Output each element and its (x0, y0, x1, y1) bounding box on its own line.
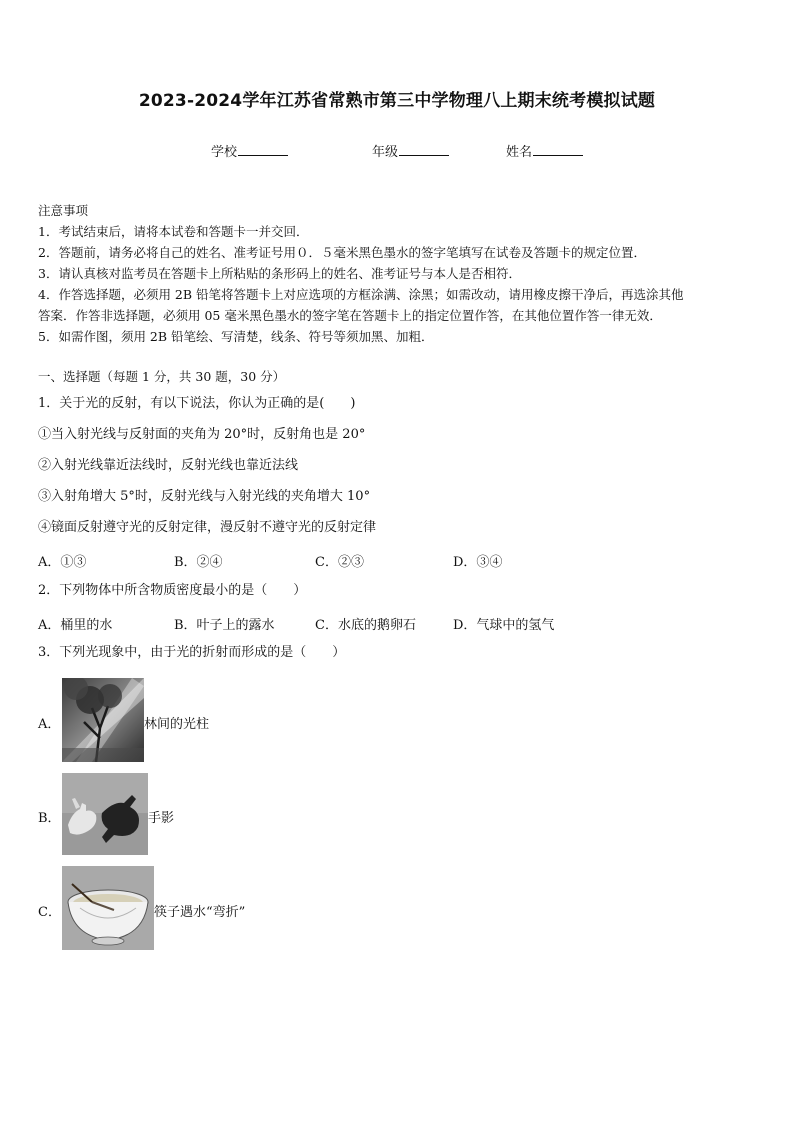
option-caption: 手影 (148, 811, 175, 826)
notice-item: 答案．作答非选择题，必须用 05 毫米黑色墨水的签字笔在答题卡上的指定位置作答，在其他位置作答一律无效． (38, 308, 662, 323)
section-heading: 一、选择题（每题 1 分，共 30 题，30 分） (38, 369, 286, 384)
question-3-option-c[interactable] (38, 866, 338, 950)
school-label: 学校 (211, 145, 238, 160)
question-1-statement: ④镜面反射遵守光的反射定律，漫反射不遵守光的反射定律 (38, 520, 377, 535)
option-caption: 林间的光柱 (144, 717, 210, 732)
question-2-stem: 2．下列物体中所含物质密度最小的是（ ） (38, 583, 307, 598)
question-3-option-b[interactable] (38, 773, 338, 855)
chopsticks-bowl-image (62, 866, 154, 950)
grade-field[interactable] (372, 141, 449, 160)
page-title: 2023-2024学年江苏省常熟市第三中学物理八上期末统考模拟试题 (138, 91, 656, 111)
option-b[interactable]: B．②④ (174, 555, 223, 570)
name-field[interactable] (506, 141, 583, 160)
school-blank[interactable] (238, 144, 288, 156)
option-c[interactable]: C．水底的鹅卵石 (315, 618, 416, 633)
forest-light-image (62, 678, 144, 762)
forest-light-photo (62, 678, 144, 762)
option-letter: B． (38, 811, 61, 826)
question-3-stem: 3．下列光现象中，由于光的折射而形成的是（ ） (38, 645, 346, 660)
notice-item: 1．考试结束后，请将本试卷和答题卡一并交回． (38, 224, 309, 239)
notice-item: 3．请认真核对监考员在答题卡上所粘贴的条形码上的姓名、准考证号与本人是否相符． (38, 266, 521, 281)
option-a[interactable]: A．①③ (38, 555, 87, 570)
name-label: 姓名 (506, 145, 533, 160)
question-1-stem: 1．关于光的反射，有以下说法，你认为正确的是( ) (38, 396, 356, 411)
chopsticks-bowl-photo (62, 866, 154, 950)
question-1-statement: ②入射光线靠近法线时，反射光线也靠近法线 (38, 458, 299, 473)
name-blank[interactable] (533, 144, 583, 156)
option-c[interactable]: C．②③ (315, 555, 364, 570)
notice-heading: 注意事项 (38, 203, 89, 218)
hand-shadow-photo (62, 773, 148, 855)
hand-shadow-image (62, 773, 148, 855)
notice-item: 5．如需作图，须用 2B 铅笔绘、写清楚，线条、符号等须加黑、加粗． (38, 329, 434, 344)
grade-label: 年级 (372, 145, 399, 160)
option-letter: A． (38, 717, 61, 732)
school-field[interactable] (211, 141, 288, 160)
notice-item: 4．作答选择题，必须用 2B 铅笔将答题卡上对应选项的方框涂满、涂黑；如需改动，请用橡皮擦干净后，再选涂其他 (38, 287, 684, 302)
grade-blank[interactable] (399, 144, 449, 156)
question-1-statement: ③入射角增大 5°时，反射光线与入射光线的夹角增大 10° (38, 489, 371, 504)
option-d[interactable]: D．③④ (453, 555, 503, 570)
option-caption: 筷子遇水“弯折” (154, 905, 246, 920)
question-1-statement: ①当入射光线与反射面的夹角为 20°时，反射角也是 20° (38, 427, 366, 442)
question-3-option-a[interactable] (38, 678, 338, 762)
notice-item: 2．答题前，请务必将自己的姓名、准考证号用０．５毫米黑色墨水的签字笔填写在试卷及答题卡的规定位置． (38, 245, 646, 260)
option-a[interactable]: A．桶里的水 (38, 618, 113, 633)
option-letter: C． (38, 905, 61, 920)
option-d[interactable]: D．气球中的氢气 (453, 618, 555, 633)
option-b[interactable]: B．叶子上的露水 (174, 618, 275, 633)
